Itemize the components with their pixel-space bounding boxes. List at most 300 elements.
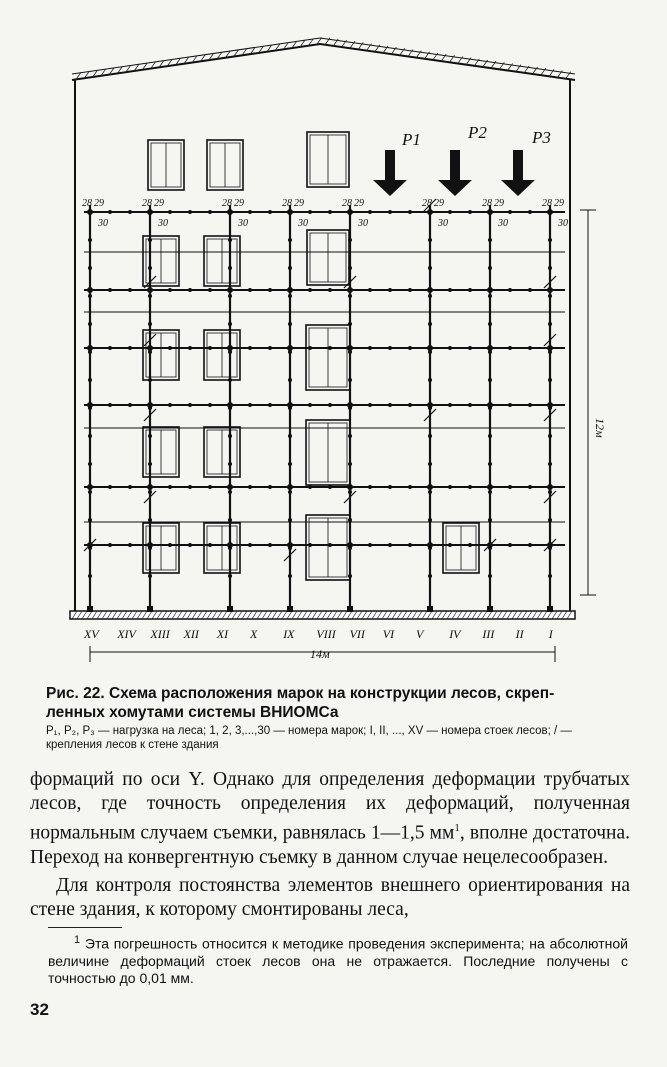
survey-mark (428, 266, 432, 270)
survey-mark (288, 322, 292, 326)
post-label: XIII (150, 627, 170, 641)
survey-mark (508, 288, 512, 292)
survey-mark (88, 378, 92, 382)
survey-mark (348, 210, 352, 214)
survey-mark (248, 346, 252, 350)
mark-number: 30 (438, 218, 448, 229)
mark-number: 29 (554, 198, 564, 209)
load-label-p2: P2 (468, 123, 487, 142)
survey-mark (248, 403, 252, 407)
survey-mark (228, 294, 232, 298)
mark-number: 29 (154, 198, 164, 209)
survey-mark (488, 403, 492, 407)
survey-mark (268, 210, 272, 214)
post-label: III (482, 627, 495, 641)
load-label-p3: P3 (532, 128, 551, 147)
survey-mark (368, 485, 372, 489)
building-roof (72, 37, 575, 80)
survey-mark (528, 543, 532, 547)
survey-mark (88, 462, 92, 466)
survey-mark (288, 266, 292, 270)
survey-mark (87, 209, 93, 215)
survey-mark (248, 210, 252, 214)
survey-mark (508, 210, 512, 214)
survey-mark (348, 238, 352, 242)
footnote-divider (48, 927, 122, 928)
survey-mark (488, 574, 492, 578)
page-number: 32 (30, 1000, 49, 1019)
survey-mark (268, 288, 272, 292)
survey-mark (128, 543, 132, 547)
survey-mark (88, 266, 92, 270)
survey-mark (148, 322, 152, 326)
survey-mark (388, 485, 392, 489)
survey-mark (548, 462, 552, 466)
survey-mark (268, 346, 272, 350)
footnote-ref: 1 (454, 822, 460, 834)
survey-mark (428, 434, 432, 438)
survey-mark (408, 210, 412, 214)
survey-mark (408, 288, 412, 292)
survey-mark (288, 574, 292, 578)
figure-caption-legend: P₁, P₂, P₃ — нагрузка на леса; 1, 2, 3,...,30 — номера марок; I, II, ..., XV — номера стоек лесов; / — крепления лесов к стене здания (46, 725, 572, 751)
survey-mark (288, 378, 292, 382)
mark-number: 29 (94, 198, 104, 209)
survey-mark (88, 322, 92, 326)
survey-mark (148, 490, 152, 494)
post-base (147, 606, 153, 612)
survey-mark (488, 266, 492, 270)
survey-mark (428, 350, 432, 354)
survey-mark (148, 266, 152, 270)
survey-mark (88, 294, 92, 298)
survey-mark (488, 238, 492, 242)
survey-mark (328, 485, 332, 489)
survey-mark (548, 518, 552, 522)
mark-number: 30 (158, 218, 168, 229)
survey-mark (348, 462, 352, 466)
roof-line (72, 44, 575, 80)
survey-mark (168, 346, 172, 350)
survey-mark (548, 378, 552, 382)
survey-mark (348, 490, 352, 494)
post-label: II (515, 627, 524, 641)
survey-mark (228, 288, 232, 292)
survey-mark (108, 288, 112, 292)
survey-mark (548, 350, 552, 354)
survey-mark (188, 288, 192, 292)
survey-mark (88, 406, 92, 410)
survey-mark (128, 485, 132, 489)
footnote (48, 932, 628, 987)
load-arrow-shaft (450, 150, 460, 180)
survey-mark (448, 485, 452, 489)
survey-mark (348, 518, 352, 522)
survey-mark (368, 543, 372, 547)
post-label: VII (349, 627, 365, 641)
caption-line-1: Рис. 22. Схема расположения марок на конструкции лесов, скреп- (46, 685, 555, 702)
survey-mark (208, 543, 212, 547)
survey-mark (488, 294, 492, 298)
survey-mark (548, 490, 552, 494)
survey-mark (308, 403, 312, 407)
survey-mark (528, 485, 532, 489)
footnote-text: Эта погрешность относится к методике проведения эксперимента; на абсолютной величине деформаций стоек лесов она не отражается. Последние получены с точностью до 0,01 мм. (48, 935, 628, 986)
body-text (30, 768, 630, 922)
survey-mark (368, 288, 372, 292)
post-base (427, 606, 433, 612)
survey-mark (168, 210, 172, 214)
survey-mark (428, 288, 432, 292)
survey-mark (308, 346, 312, 350)
survey-mark (288, 490, 292, 494)
load-arrow-head (373, 180, 407, 196)
survey-mark (148, 378, 152, 382)
survey-mark (228, 266, 232, 270)
survey-mark (428, 543, 432, 547)
survey-mark (548, 574, 552, 578)
survey-mark (488, 288, 492, 292)
paragraph-1-end: , вполне достаточна. Переход на конвергентную съемку в данном случае нецелесообразен. (30, 822, 630, 868)
survey-mark (548, 210, 552, 214)
survey-mark (248, 485, 252, 489)
post-label: XIV (117, 627, 136, 641)
survey-mark (368, 403, 372, 407)
survey-mark (448, 346, 452, 350)
survey-mark (108, 210, 112, 214)
survey-mark (288, 288, 292, 292)
survey-mark (88, 574, 92, 578)
post-base (487, 606, 493, 612)
post-label: VIII (316, 627, 336, 641)
survey-mark (228, 518, 232, 522)
survey-mark (168, 485, 172, 489)
survey-mark (468, 403, 472, 407)
post-label: XI (216, 627, 229, 641)
survey-mark (448, 543, 452, 547)
survey-mark (468, 346, 472, 350)
post-label: XV (84, 627, 99, 641)
survey-mark (488, 434, 492, 438)
survey-mark (428, 378, 432, 382)
survey-mark (508, 403, 512, 407)
survey-mark (248, 288, 252, 292)
load-arrow-shaft (513, 150, 523, 180)
survey-mark (448, 403, 452, 407)
survey-mark (128, 288, 132, 292)
survey-mark (148, 434, 152, 438)
survey-mark (288, 462, 292, 466)
survey-mark (488, 350, 492, 354)
survey-mark (548, 288, 552, 292)
survey-mark (87, 484, 93, 490)
survey-mark (148, 518, 152, 522)
survey-mark (228, 490, 232, 494)
load-label-p1: P1 (402, 130, 421, 149)
survey-mark (528, 210, 532, 214)
survey-mark (428, 403, 432, 407)
post-base (547, 606, 553, 612)
mark-number: 28 (142, 198, 152, 209)
survey-mark (248, 543, 252, 547)
survey-mark (428, 294, 432, 298)
survey-mark (88, 546, 92, 550)
figure-caption-title (46, 684, 626, 722)
survey-mark (88, 434, 92, 438)
survey-mark (428, 490, 432, 494)
post-label: I (548, 627, 553, 641)
survey-mark (208, 485, 212, 489)
survey-mark (328, 403, 332, 407)
survey-mark (288, 238, 292, 242)
survey-mark (468, 288, 472, 292)
survey-mark (208, 288, 212, 292)
survey-mark (228, 378, 232, 382)
survey-mark (508, 346, 512, 350)
survey-mark (228, 346, 232, 350)
survey-mark (488, 518, 492, 522)
survey-mark (348, 485, 352, 489)
survey-mark (228, 434, 232, 438)
survey-mark (388, 403, 392, 407)
survey-mark (288, 346, 292, 350)
survey-mark (168, 403, 172, 407)
survey-mark (228, 462, 232, 466)
survey-mark (328, 288, 332, 292)
survey-mark (468, 210, 472, 214)
survey-mark (208, 346, 212, 350)
caption-line-2: ленных хомутами системы ВНИОМСа (46, 704, 339, 721)
survey-mark (428, 210, 432, 214)
load-arrow-shaft (385, 150, 395, 180)
survey-mark (528, 288, 532, 292)
survey-mark (188, 543, 192, 547)
survey-mark (188, 346, 192, 350)
mark-number: 30 (498, 218, 508, 229)
load-arrows (373, 150, 535, 196)
survey-mark (428, 322, 432, 326)
survey-mark (288, 543, 292, 547)
survey-mark (288, 210, 292, 214)
survey-mark (228, 238, 232, 242)
mark-number: 30 (558, 218, 568, 229)
survey-mark (528, 403, 532, 407)
survey-mark (428, 462, 432, 466)
mark-number: 29 (234, 198, 244, 209)
survey-mark (348, 288, 352, 292)
survey-mark (428, 238, 432, 242)
survey-mark (128, 403, 132, 407)
survey-mark (288, 294, 292, 298)
survey-mark (448, 210, 452, 214)
survey-mark (528, 346, 532, 350)
paragraph-1-text: формаций по оси Y. Однако для определения деформации трубчатых лесов, где точность определения их деформаций, полученная нормальным случаем съемки, равнялась 1—1,5 мм (30, 769, 630, 844)
paragraph-2: Для контроля постоянства элементов внешнего ориентирования на стене здания, к которому смонтированы леса, (30, 874, 630, 920)
post-labels (83, 627, 554, 641)
paragraph-1 (30, 768, 630, 870)
survey-mark (328, 543, 332, 547)
survey-mark (348, 434, 352, 438)
survey-mark (228, 350, 232, 354)
survey-mark (348, 543, 352, 547)
survey-mark (328, 346, 332, 350)
survey-mark (148, 288, 152, 292)
mark-number: 28 (542, 198, 552, 209)
survey-mark (188, 210, 192, 214)
mark-number: 30 (298, 218, 308, 229)
survey-mark (228, 403, 232, 407)
survey-mark (87, 287, 93, 293)
mark-number: 29 (494, 198, 504, 209)
survey-mark (148, 462, 152, 466)
mark-number: 28 (222, 198, 232, 209)
survey-mark (148, 346, 152, 350)
survey-mark (488, 210, 492, 214)
survey-mark (168, 543, 172, 547)
mark-number: 30 (238, 218, 248, 229)
survey-mark (348, 294, 352, 298)
survey-mark (88, 518, 92, 522)
survey-mark (548, 485, 552, 489)
survey-mark (308, 543, 312, 547)
survey-mark (348, 346, 352, 350)
survey-mark (268, 403, 272, 407)
mark-number: 30 (358, 218, 368, 229)
mark-number: 29 (354, 198, 364, 209)
survey-mark (208, 403, 212, 407)
survey-mark (548, 346, 552, 350)
survey-mark (148, 574, 152, 578)
survey-mark (148, 543, 152, 547)
survey-mark (108, 543, 112, 547)
survey-mark (468, 485, 472, 489)
survey-mark (348, 574, 352, 578)
survey-mark (288, 403, 292, 407)
survey-mark (108, 403, 112, 407)
survey-mark (388, 346, 392, 350)
dimension-lines (90, 210, 596, 662)
survey-mark (188, 403, 192, 407)
survey-mark (148, 485, 152, 489)
survey-mark (188, 485, 192, 489)
mark-number: 29 (434, 198, 444, 209)
survey-mark (548, 294, 552, 298)
survey-mark (288, 485, 292, 489)
survey-mark (288, 350, 292, 354)
survey-mark (108, 485, 112, 489)
post-label: IX (283, 627, 295, 641)
survey-mark (308, 288, 312, 292)
load-arrow-head (501, 180, 535, 196)
survey-mark (328, 210, 332, 214)
survey-mark (308, 210, 312, 214)
survey-mark (288, 518, 292, 522)
post-label: X (250, 627, 258, 641)
survey-mark (368, 210, 372, 214)
width-dimension-label: 14м (310, 647, 330, 661)
survey-mark (408, 403, 412, 407)
survey-mark (488, 322, 492, 326)
load-arrow-head (438, 180, 472, 196)
survey-mark (548, 543, 552, 547)
mark-number: 28 (82, 198, 92, 209)
survey-mark (548, 434, 552, 438)
survey-mark (88, 350, 92, 354)
survey-mark (228, 485, 232, 489)
mark-number: 29 (294, 198, 304, 209)
survey-mark (488, 543, 492, 547)
survey-mark (348, 378, 352, 382)
survey-mark (228, 322, 232, 326)
height-dimension-label: 12м (593, 418, 607, 438)
survey-mark (268, 543, 272, 547)
survey-mark (388, 543, 392, 547)
survey-mark (488, 490, 492, 494)
post-base (287, 606, 293, 612)
mark-number: 28 (282, 198, 292, 209)
survey-mark (488, 462, 492, 466)
survey-mark (428, 574, 432, 578)
survey-mark (388, 288, 392, 292)
footnote-mark: 1 (74, 934, 81, 946)
survey-mark (288, 434, 292, 438)
survey-mark (548, 266, 552, 270)
survey-mark (88, 490, 92, 494)
survey-mark (348, 322, 352, 326)
survey-mark (388, 210, 392, 214)
survey-mark (428, 346, 432, 350)
survey-mark (228, 574, 232, 578)
survey-mark (208, 210, 212, 214)
survey-mark (408, 543, 412, 547)
survey-mark (348, 403, 352, 407)
survey-mark (148, 294, 152, 298)
survey-mark (108, 346, 112, 350)
mark-number: 30 (98, 218, 108, 229)
post-label: VI (382, 627, 395, 641)
survey-mark (488, 346, 492, 350)
survey-mark (368, 346, 372, 350)
post-base (87, 606, 93, 612)
survey-mark (508, 543, 512, 547)
post-label: V (416, 627, 424, 641)
survey-mark (268, 485, 272, 489)
post-base (227, 606, 233, 612)
survey-mark (228, 543, 232, 547)
survey-mark (408, 485, 412, 489)
survey-mark (488, 485, 492, 489)
post-base (347, 606, 353, 612)
survey-mark (548, 403, 552, 407)
survey-mark (228, 210, 232, 214)
survey-mark (428, 518, 432, 522)
survey-mark (428, 485, 432, 489)
survey-mark (408, 346, 412, 350)
survey-marks (82, 198, 568, 578)
post-label: IV (449, 627, 461, 641)
survey-mark (88, 238, 92, 242)
survey-mark (548, 322, 552, 326)
survey-mark (128, 210, 132, 214)
mark-number: 28 (482, 198, 492, 209)
survey-mark (308, 485, 312, 489)
roof-hatch-edge (72, 38, 320, 74)
post-label: XII (183, 627, 199, 641)
survey-mark (508, 485, 512, 489)
survey-mark (488, 378, 492, 382)
mark-number: 28 (422, 198, 432, 209)
survey-mark (448, 288, 452, 292)
